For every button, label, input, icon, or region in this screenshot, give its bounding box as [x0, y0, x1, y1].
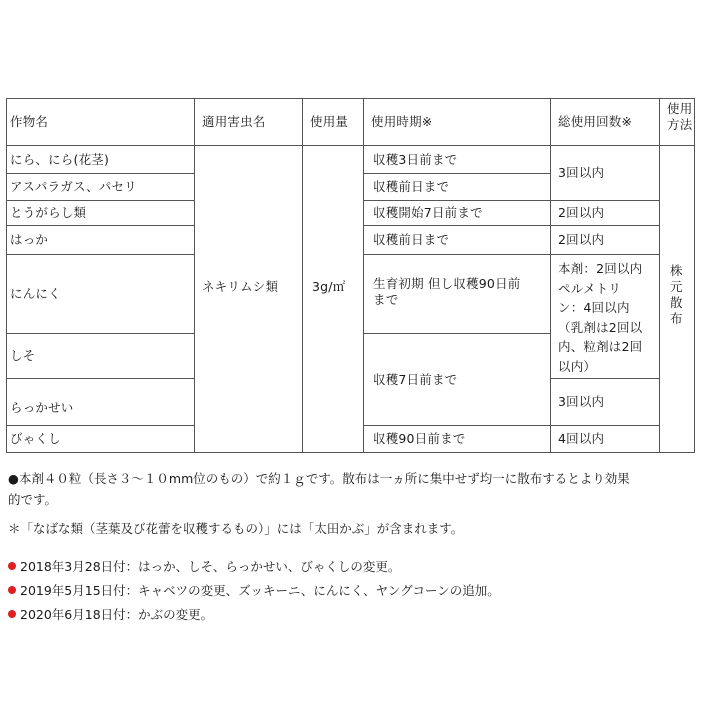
header-count: 総使用回数※: [558, 114, 633, 129]
header-method-line: 方法: [667, 117, 693, 132]
header-method: [667, 101, 692, 133]
note-line: ●本剤４０粒（長さ３～１０mm位のもの）で約１ｇです。散布は一ヵ所に集中せず均一に散布するとより効果: [8, 471, 630, 486]
usage-timing: 収穫前日まで: [373, 179, 450, 194]
header-pest: 適用害虫名: [202, 114, 266, 129]
header-crop: 作物名: [10, 114, 49, 129]
usage-count: 2回以内: [558, 205, 605, 220]
usage-timing: [373, 276, 520, 308]
update-item: [8, 556, 500, 577]
usage-count-line: ン：4回以内: [558, 300, 630, 315]
update-item: [8, 604, 500, 625]
header-timing: 使用時期※: [371, 114, 433, 129]
crop-name: しそ: [10, 348, 36, 363]
usage-timing: 収穫開始7日前まで: [373, 205, 483, 220]
crop-name: はっか: [10, 232, 49, 247]
usage-count: 3回以内: [558, 394, 605, 409]
usage-timing: 収穫7日前まで: [373, 372, 458, 387]
note-line: 的です。: [8, 492, 58, 507]
crop-name: らっかせい: [10, 400, 74, 415]
update-history: [8, 556, 500, 625]
usage-count-line: （乳剤は2回以: [558, 319, 643, 335]
usage-timing: 収穫3日前まで: [373, 152, 458, 167]
note-dosage: [8, 468, 630, 510]
crop-name: にんにく: [10, 286, 61, 301]
usage-count: [558, 259, 642, 376]
usage-count-line: 以内）: [558, 358, 597, 374]
usage-count-line: 本剤：2回以内: [558, 261, 643, 276]
usage-timing: 収穫前日まで: [373, 232, 450, 247]
pesticide-usage-table: [6, 98, 695, 453]
bullet-dot-icon: [8, 562, 16, 570]
usage-count-line: ペルメトリ: [558, 280, 622, 296]
header-method-line: 使用: [667, 101, 693, 116]
usage-count-line: 内、粒剤は2回: [558, 339, 643, 354]
crop-name: びゃくし: [10, 431, 61, 446]
crop-name: にら、にら(花茎): [10, 152, 110, 167]
usage-count: 2回以内: [558, 232, 605, 247]
usage-timing: 収穫90日前まで: [373, 431, 466, 446]
header-amount: 使用量: [310, 114, 349, 129]
pest-name: ネキリムシ類: [202, 279, 279, 294]
crop-name: アスパラガス、パセリ: [10, 179, 137, 194]
usage-count: 3回以内: [558, 165, 605, 180]
usage-timing-line: 生育初期 但し収穫90日前: [373, 276, 521, 291]
update-item: [8, 580, 500, 601]
application-method: [670, 263, 695, 327]
note-nabana: ＊「なばな類（茎葉及び花蕾を収穫するもの）」には「太田かぶ」が含まれます。: [8, 521, 464, 536]
update-text: 2018年3月28日付：はっか、しそ、らっかせい、びゃくしの変更。: [20, 559, 401, 574]
crop-name: とうがらし類: [10, 205, 87, 220]
update-text: 2020年6月18日付：かぶの変更。: [20, 607, 214, 622]
usage-count: 4回以内: [558, 431, 605, 446]
update-text: 2019年5月15日付：キャベツの変更、ズッキーニ、にんにく、ヤングコーンの追加。: [20, 583, 500, 598]
usage-timing-line: まで: [373, 292, 399, 307]
bullet-dot-icon: [8, 586, 16, 594]
usage-amount: 3g/㎡: [312, 279, 346, 294]
bullet-dot-icon: [8, 610, 16, 618]
method-line: 散布: [670, 295, 683, 326]
method-line: 株元: [670, 263, 683, 294]
